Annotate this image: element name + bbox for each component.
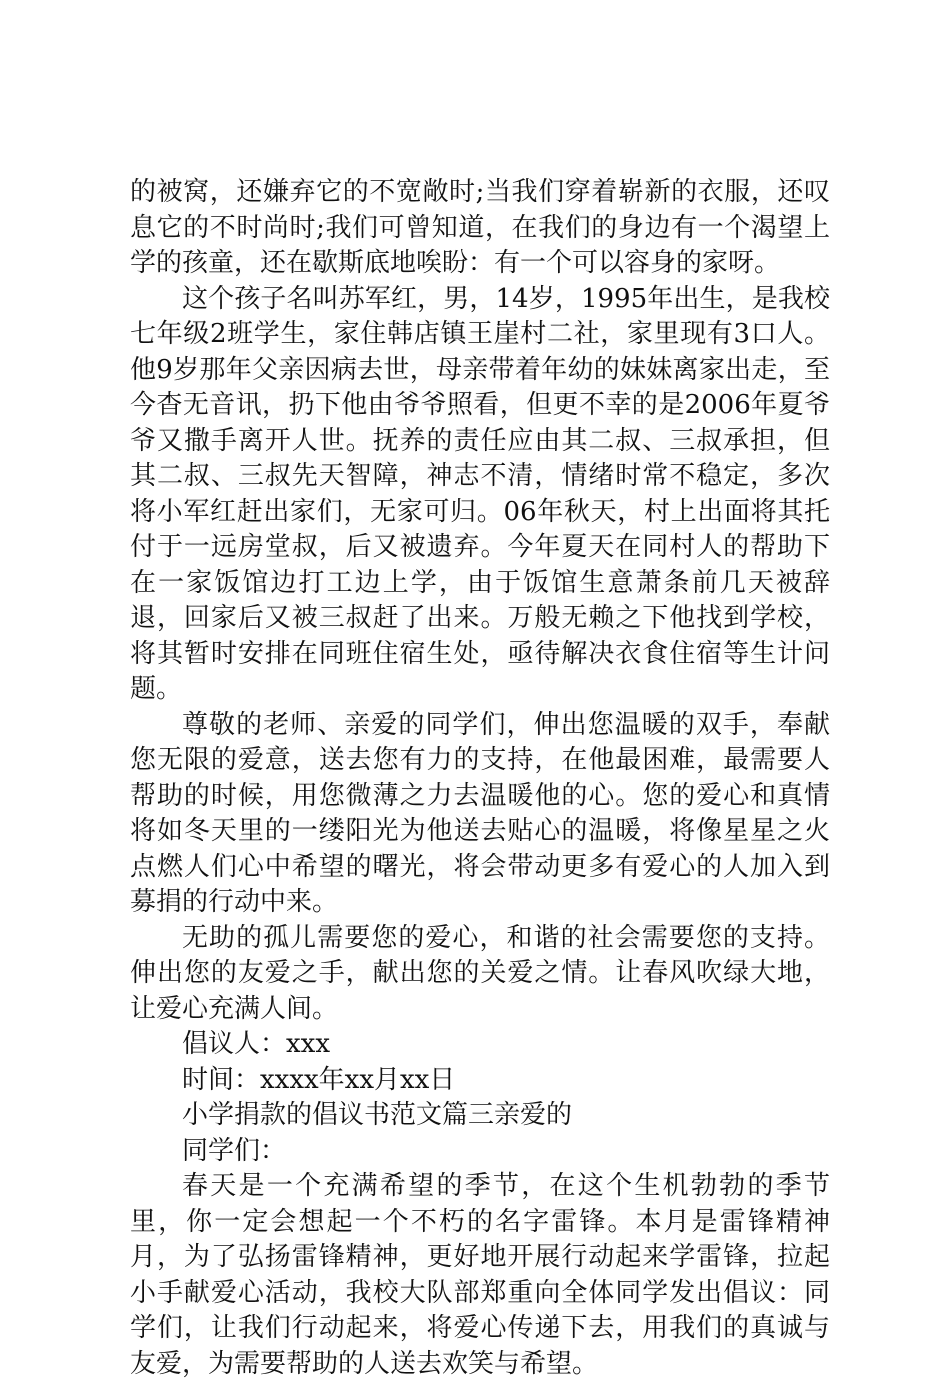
- paragraph-continuation: 的被窝，还嫌弃它的不宽敞时;当我们穿着崭新的衣服，还叹息它的不时尚时;我们可曾知道，在我们的身边有一个渴望上学的孩童，还在歇斯底地唉盼：有一个可以容身的家呀。: [130, 177, 830, 278]
- paragraph-orphan-story: 这个孩子名叫苏军红，男，14岁，1995年出生，是我校七年级2班学生，家住韩店镇王崖村二社，家里现有3口人。他9岁那年父亲因病去世，母亲带着年幼的妹妹离家出走，至今杳无音讯，扔下他由爷爷照看，但更不幸的是2006年夏爷爷又撒手离开人世。抚养的责任应由其二叔、三叔承担，但其二叔、三叔先天智障，神志不清，情绪时常不稳定，多次将小军红赶出家们，无家可归。06年秋天，村上出面将其托付于一远房堂叔，后又被遗弃。今年夏天在同村人的帮助下在一家饭馆边打工边上学，由于饭馆生意萧条前几天被辞退，回家后又被三叔赶了出来。万般无赖之下他找到学校，将其暂时安排在同班住宿生处，亟待解决衣食住宿等生计问题。: [130, 283, 830, 704]
- paragraph-closing-call: 无助的孤儿需要您的爱心，和谐的社会需要您的支持。伸出您的友爱之手，献出您的关爱之情。让春风吹绿大地，让爱心充满人间。: [130, 922, 830, 1024]
- salutation-line: 同学们：: [182, 1135, 287, 1166]
- paragraph-leifeng-initiative: 春天是一个充满希望的季节，在这个生机勃勃的季节里，你一定会想起一个不朽的名字雷锋。本月是雷锋精神月，为了弘扬雷锋精神，更好地开展行动起来学雷锋，拉起小手献爱心活动，我校大队部郑重向全体同学发出倡议：同学们，让我们行动起来，将爱心传递下去，用我们的真诚与友爱，为需要帮助的人送去欢笑与希望。: [130, 1171, 830, 1379]
- date-line: 时间：xxxx年xx月xx日: [182, 1064, 456, 1095]
- document-page: [130, 175, 830, 1382]
- paragraph-appeal: 尊敬的老师、亲爱的同学们，伸出您温暖的双手，奉献您无限的爱意，送去您有力的支持，在他最困难，最需要人帮助的时候，用您微薄之力去温暖他的心。您的爱心和真情将如冬天里的一缕阳光为他送去贴心的温暖，将像星星之火点燃人们心中希望的曙光，将会带动更多有爱心的人加入到募捐的行动中来。: [130, 709, 830, 917]
- initiator-line: 倡议人：xxx: [182, 1029, 330, 1059]
- section-heading: 小学捐款的倡议书范文篇三亲爱的: [182, 1100, 573, 1130]
